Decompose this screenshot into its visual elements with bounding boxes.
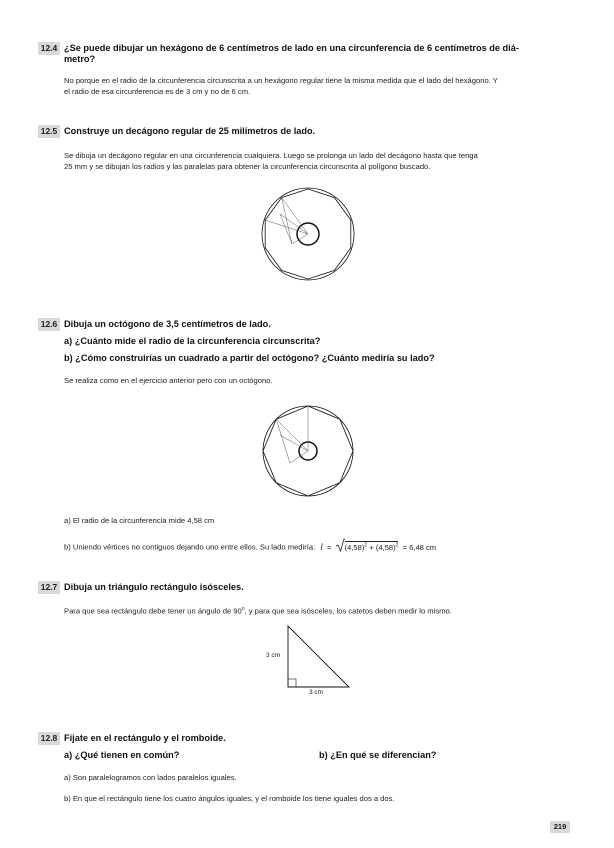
exercise-number: 12.6	[38, 318, 60, 331]
exercise-number: 12.8	[38, 732, 60, 745]
question-part-b: b) ¿En qué se diferencian?	[319, 750, 437, 760]
formula-plus: +	[369, 542, 374, 552]
question-text: metro?	[64, 54, 96, 64]
formula-equals: =	[326, 542, 332, 552]
formula-variable: l	[320, 541, 323, 552]
formula-result: = 6,48 cm	[402, 542, 437, 552]
page-number: 219	[550, 821, 570, 833]
exercise-number: 12.4	[38, 42, 60, 55]
formula-term: (4,58)	[344, 542, 365, 552]
formula-exponent: 2	[364, 542, 368, 548]
question-part-b: b) ¿Cómo construirías un cuadrado a partir del octógono? ¿Cuánto mediría su lado?	[64, 353, 435, 363]
degree-sign: o	[241, 606, 245, 612]
answer-a: a) El radio de la circunferencia mide 4,58 cm	[64, 516, 215, 525]
decagon-figure	[260, 186, 356, 282]
answer-text: el radio de esa circunferencia es de 3 cm y no de 6 cm.	[64, 87, 251, 96]
vertical-side-label: 3 cm	[266, 652, 281, 659]
question-text: Construye un decágono regular de 25 milímetros de lado.	[64, 126, 316, 136]
answer-text: Se dibuja un decágono regular en una circunferencia cualquiera. Luego se prolonga un lado del decágono hasta que tenga	[64, 151, 478, 160]
question-text: Fíjate en el rectángulo y el romboide.	[64, 733, 226, 743]
question-text: Dibuja un octógono de 3,5 centímetros de lado.	[64, 319, 271, 329]
octagon-figure	[260, 403, 356, 499]
right-angle-marker	[288, 679, 296, 687]
formula-term: (4,58)	[375, 542, 396, 552]
exercise-number: 12.7	[38, 581, 60, 594]
formula-exponent: 2	[395, 542, 399, 548]
square-root-icon	[336, 538, 345, 552]
question-text: ¿Se puede dibujar un hexágono de 6 centímetros de lado en una circunferencia de 6 centímetros de diá-	[64, 43, 519, 53]
question-text: Dibuja un triángulo rectángulo isósceles.	[64, 582, 244, 592]
right-triangle-figure	[284, 624, 352, 690]
answer-text: 25 mm y se dibujan los radios y las paralelas para obtener la circunferencia circunscrita al polígono buscado.	[64, 162, 431, 171]
answer-text	[64, 604, 452, 617]
answer-text: No porque en el radio de la circunferencia circunscrita a un hexágono regular tiene la misma medida que el lado del hexágono. Y	[64, 76, 498, 85]
question-part-a: a) ¿Qué tienen en común?	[64, 750, 180, 760]
question-part-a: a) ¿Cuánto mide el radio de la circunferencia circunscrita?	[64, 336, 321, 346]
answer-b: b) En que el rectángulo tiene los cuatro ángulos iguales, y el romboide los tiene iguales dos a dos.	[64, 794, 395, 803]
answer-a: a) Son paralelogramos con lados paralelos iguales.	[64, 773, 237, 782]
answer-b-line	[64, 538, 436, 552]
answer-part: , y para que sea isósceles, los catetos deben medir lo mismo.	[244, 606, 452, 616]
answer-b-text: b) Uniendo vértices no contiguos dejando uno entre ellos. Su lado mediría:	[64, 542, 316, 552]
triangle	[288, 626, 349, 687]
answer-part: Para que sea rectángulo debe tener un ángulo de 90	[64, 606, 242, 616]
exercise-number: 12.5	[38, 125, 60, 138]
radicand	[345, 541, 399, 552]
horizontal-side-label: 3 cm	[309, 689, 324, 696]
answer-text: Se realiza como en el ejercicio anterior pero con un octógono.	[64, 376, 273, 385]
